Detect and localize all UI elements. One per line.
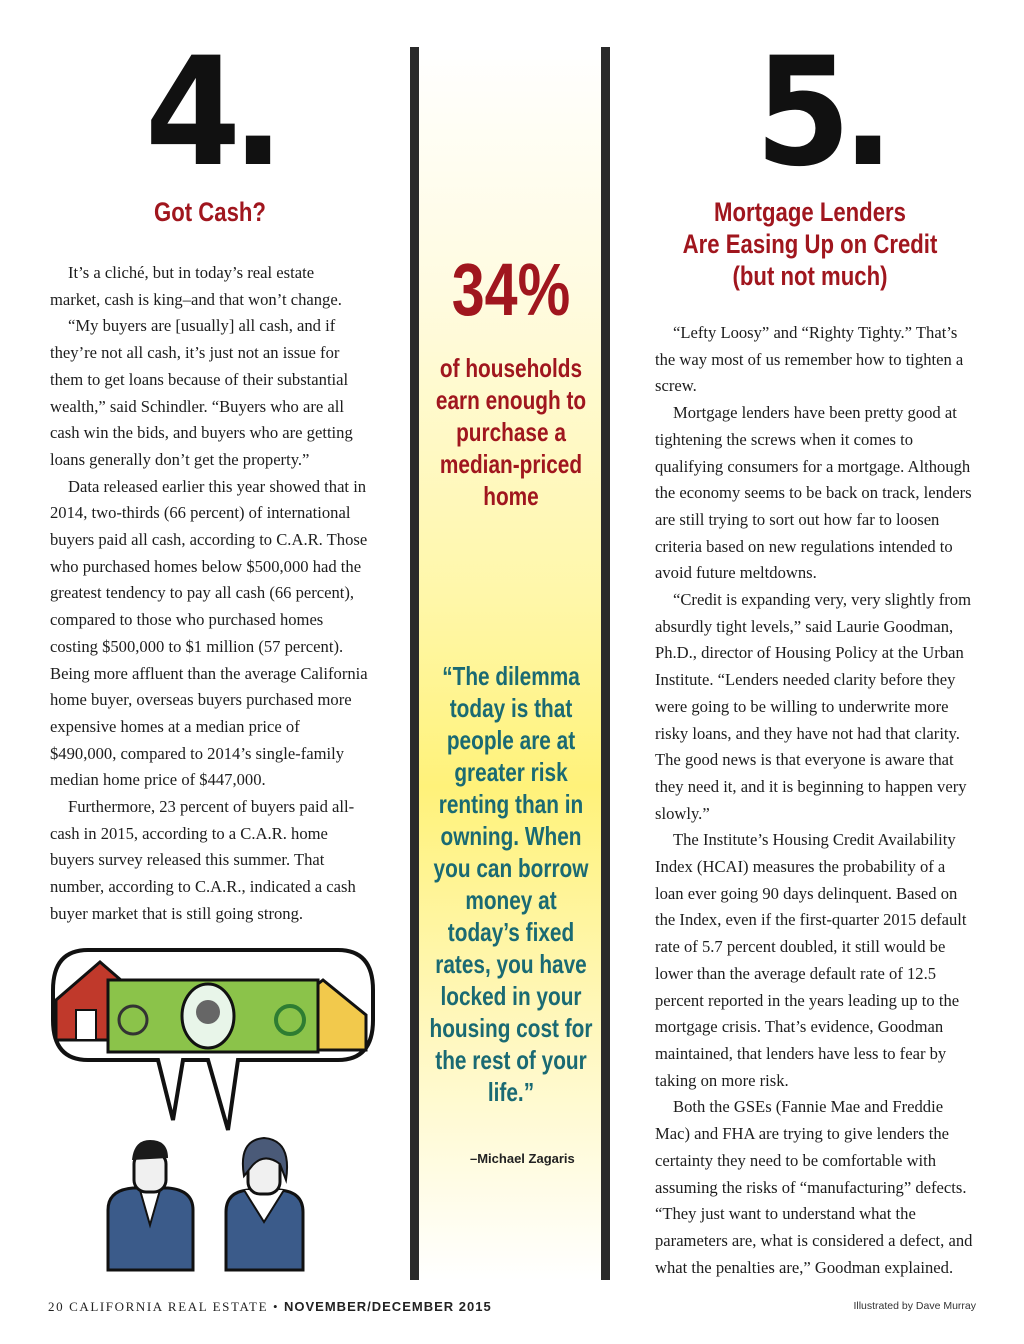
- heading-line: Mortgage Lenders: [714, 197, 906, 227]
- magazine-name: CALIFORNIA REAL ESTATE: [69, 1299, 269, 1314]
- left-column-body: [50, 260, 368, 928]
- page-number: 20: [48, 1299, 65, 1314]
- paragraph: Mortgage lenders have been pretty good at tightening the screws when it comes to qualifying consumers for a mortgage. Although the economy seems to be back on track, lenders are still trying to sort out how far to loosen criteria based on new regulations intended to avoid future meltdowns.: [655, 403, 972, 583]
- paragraph: “My buyers are [usually] all cash, and if they’re not all cash, it’s just not an issue for them to get loans because of their substantial wealth,” said Schindler. “Buyers who are all cash win the bids, and buyers who are getting loans generally don’t get the property.”: [50, 316, 353, 469]
- paragraph: The Institute’s Housing Credit Availability Index (HCAI) measures the probability of a loan ever going 90 days delinquent. Based on the Index, even if the first-quarter 2015 default rate of 5.7 percent doubled, it still would be lower than the average default rate of 12.5 percent reported in the years leading up to the mortgage crisis. That’s evidence, Goodman maintained, that lenders have less to fear by taking on more risk.: [655, 830, 967, 1090]
- footer-bullet: •: [273, 1299, 280, 1314]
- issue-date: NOVEMBER/DECEMBER 2015: [284, 1299, 492, 1314]
- paragraph: “Lefty Loosy” and “Righty Tighty.” That’s the way most of us remember how to tighten a screw.: [655, 323, 964, 396]
- section-number-5: 5.: [755, 26, 886, 200]
- paragraph: Data released earlier this year showed that in 2014, two-thirds (66 percent) of international buyers paid all cash, according to C.A.R. Those who purchased homes below $500,000 had the greatest tendency to pay all cash (66 percent), compared to those who purchased homes costing $500,000 to $1 million (57 percent). Being more affluent than the average California home buyer, overseas buyers purchased more expensive homes at a median price of $490,000, compared to 2014’s single-family median home price of $447,000.: [50, 476, 368, 790]
- paragraph: It’s a cliché, but in today’s real estate market, cash is king–and that won’t change.: [50, 263, 342, 309]
- divider-left: [410, 47, 419, 1280]
- paragraph: “Credit is expanding very, very slightly from absurdly tight levels,” said Laurie Goodman, Ph.D., director of Housing Policy at the Urban Institute. “Lenders needed clarity before they were going to be willing to underwrite more risky loans, and they have not had that clarity. The good news is that everyone is aware that they need it, and it is beginning to happen very slowly.”: [655, 590, 972, 823]
- heading-got-cash: Got Cash?: [154, 197, 266, 227]
- stat-value: 34%: [451, 248, 571, 331]
- stat-description: of households earn enough to purchase a median-priced home: [435, 353, 587, 511]
- man-icon: [108, 1140, 193, 1270]
- quote-attribution: –Michael Zagaris: [470, 1151, 575, 1166]
- heading-line: Are Easing Up on Credit: [682, 229, 938, 259]
- heading-line: (but not much): [732, 261, 888, 291]
- divider-right: [601, 47, 610, 1280]
- woman-icon: [226, 1138, 303, 1270]
- pull-quote: “The dilemma today is that people are at greater risk renting than in owning. When you can borrow money at today’s fixed rates, you have locked in your housing cost for the rest of your life.”: [429, 661, 593, 1107]
- illustration-cash-conversation: [48, 940, 378, 1280]
- paragraph: Both the GSEs (Fannie Mae and Freddie Mac) and FHA are trying to give lenders the certainty they need to be comfortable with assuming the risks of “manufacturing” defects. “They just want to understand what the parameters are, what is considered a defect, and what the penalties are,” Goodman explained.: [655, 1097, 973, 1277]
- heading-mortgage-lenders: [671, 196, 950, 292]
- section-number-4: 4.: [145, 26, 276, 200]
- footer-folio: [48, 1299, 492, 1315]
- paragraph: Furthermore, 23 percent of buyers paid all-cash in 2015, according to a C.A.R. home buyers survey released this summer. That number, according to C.A.R., indicated a cash buyer market that is still going strong.: [50, 797, 356, 923]
- right-column-body: [655, 320, 977, 1281]
- illustration-credit: Illustrated by Dave Murray: [853, 1300, 976, 1312]
